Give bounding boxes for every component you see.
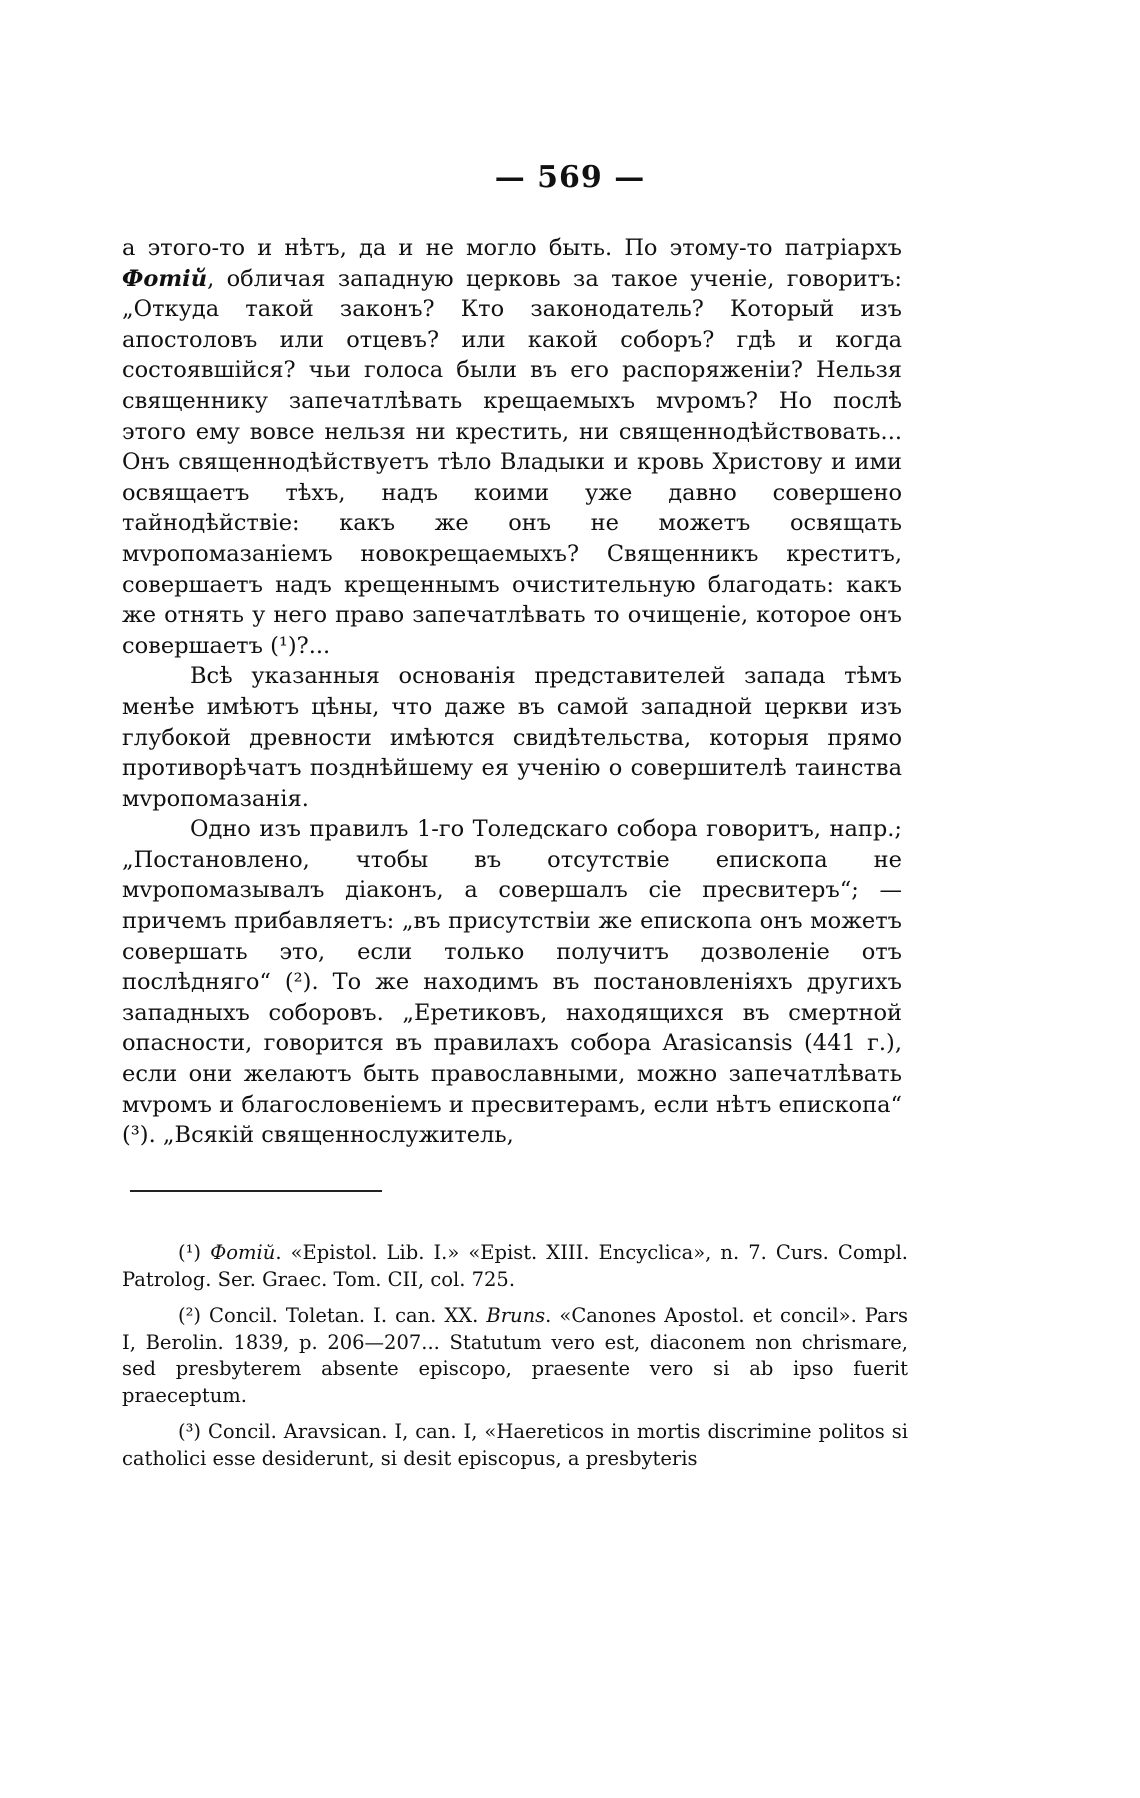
emphasized-name: Фотій (210, 1241, 276, 1264)
page-number: — 569 — (494, 160, 646, 195)
text-run: (¹) (178, 1241, 211, 1264)
text-run: а этого-то и нѣтъ, да и не могло быть. По этому-то патріархъ (122, 235, 902, 261)
emphasized-name: Фотій (122, 265, 208, 292)
footnotes (122, 1240, 908, 1482)
footnote (122, 1240, 908, 1293)
emphasized-name: Bruns (486, 1304, 546, 1327)
text-run: (²) Concil. Toletan. I. can. XX. (178, 1304, 487, 1327)
main-text (122, 233, 902, 1151)
footnote (122, 1303, 908, 1409)
footnote-divider (130, 1190, 382, 1192)
footnote (122, 1419, 908, 1472)
text-run: (³) Concil. Aravsican. I, can. I, «Haereticos in mortis discrimine politos si catholici esse desiderunt, si desit episcopus, a presbyteris (122, 1420, 908, 1470)
text-run: Всѣ указанныя основанія представителей запада тѣмъ менѣе имѣютъ цѣны, что даже въ самой западной церкви изъ глубокой древности имѣются свидѣтельства, которыя прямо противорѣчатъ позднѣйшему ея ученію о совершителѣ таинства мvропомазанія. (122, 663, 902, 812)
paragraph (122, 814, 902, 1151)
text-run: , обличая западную церковь за такое ученіе, говоритъ: „Откуда такой законъ? Кто законодатель? Который изъ апостоловъ или отцевъ? или какой соборъ? гдѣ и когда состоявшійся? чьи голоса были въ его распоряженіи? Нельзя священнику запечатлѣвать крещаемыхъ мvромъ? Но послѣ этого ему вовсе нельзя ни крестить, ни священнодѣйствовать... Онъ священнодѣйствуетъ тѣло Владыки и кровь Христову и ими освящаетъ тѣхъ, надъ коими уже давно совершено тайнодѣйствіе: какъ же онъ не можетъ освящать мvропомазаніемъ новокрещаемыхъ? Священникъ креститъ, совершаетъ надъ крещеннымъ очистительную благодать: какъ же отнять у него право запечатлѣвать то очищеніе, которое онъ совершаетъ (¹)?... (122, 265, 902, 659)
paragraph (122, 233, 902, 661)
paragraph (122, 661, 902, 814)
text-run: . «Epistol. Lib. I.» «Epist. XIII. Encyclica», n. 7. Curs. Compl. Patrolog. Ser. Graec. Tom. CII, col. 725. (122, 1241, 909, 1291)
text-run: Одно изъ правилъ 1-го Толедскаго собора говоритъ, напр.; „Постановлено, чтобы въ отсутствіе епископа не мvропомазывалъ діаконъ, а совершалъ сіе пресвитеръ“; — причемъ прибавляетъ: „въ присутствіи же епископа онъ можетъ совершать это, если только получитъ дозволеніе отъ послѣдняго“ (²). То же находимъ въ постановленіяхъ другихъ западныхъ соборовъ. „Еретиковъ, находящихся въ смертной опасности, говорится въ правилахъ собора Arasicansis (441 г.), если они желаютъ быть православными, можно запечатлѣвать мvромъ и благословеніемъ и пресвитерамъ, если нѣтъ епископа“ (³). „Всякій священнослужитель, (122, 816, 902, 1149)
text-run: . «Canones Apostol. et concil». Pars I, Berolin. 1839, p. 206—207... Statutum vero est, diaconem non chrismare, sed presbyterem absente episcopo, praesente vero si ab ipso fuerit praeceptum. (122, 1304, 909, 1407)
